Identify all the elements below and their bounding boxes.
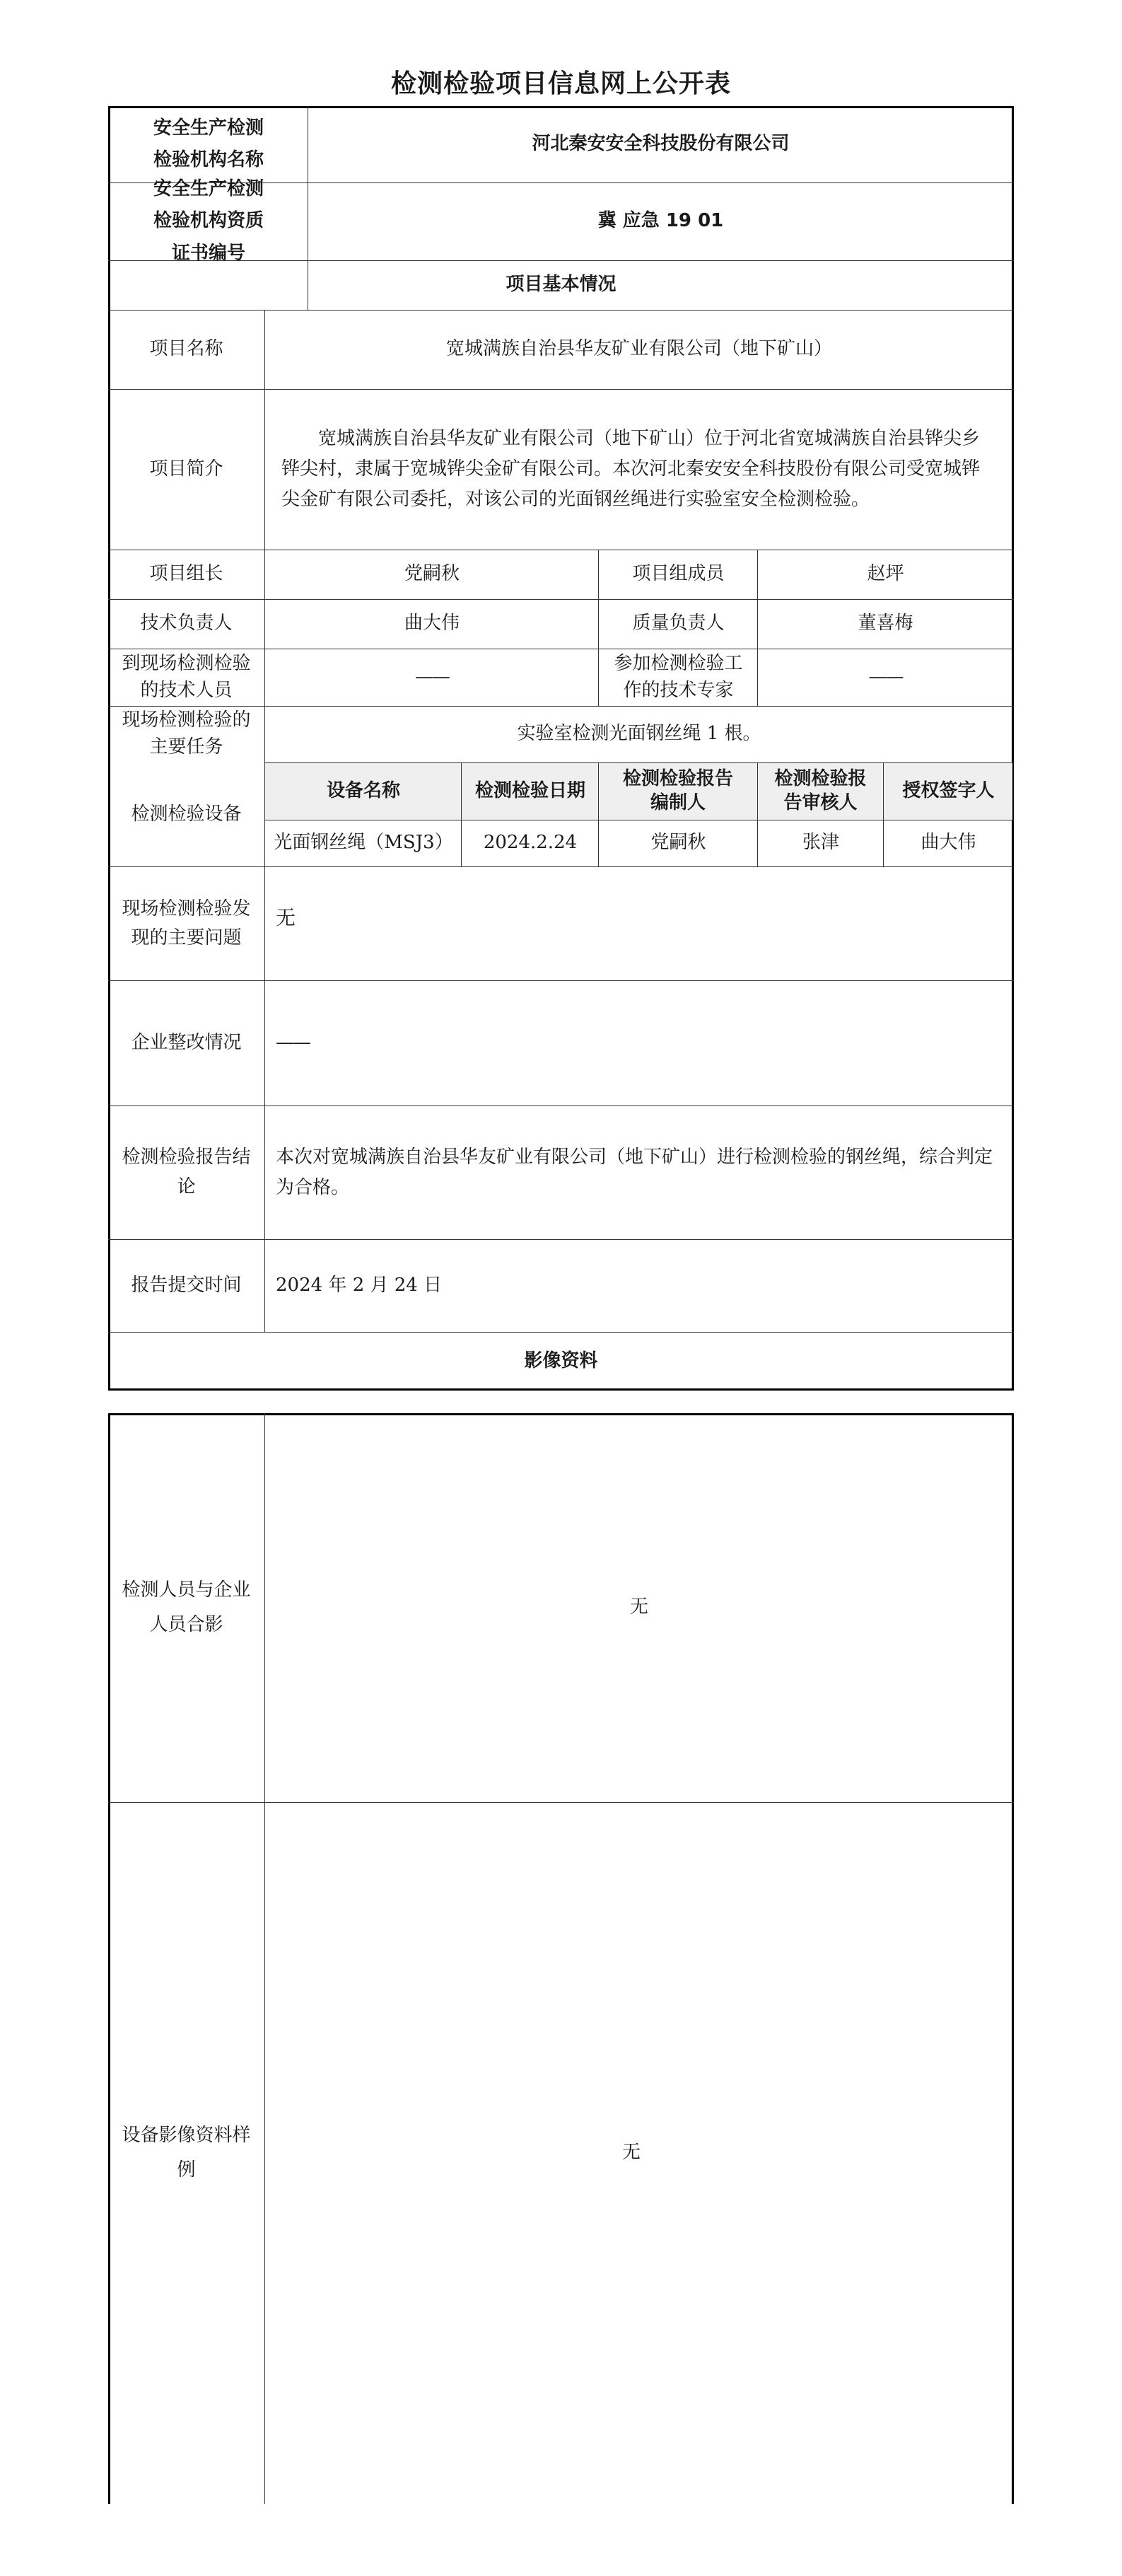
equipment-header-date: 检测检验日期	[474, 779, 585, 801]
member-value: 赵坪	[867, 563, 904, 585]
section-basic-heading: 项目基本情况	[506, 274, 616, 296]
cert-label: 安全生产检测检验机构资质证书编号	[153, 178, 264, 264]
device-photo-value: 无	[621, 2142, 641, 2164]
quality-lead-label: 质量负责人	[632, 613, 725, 634]
equipment-cell-reviewer: 张津	[802, 832, 839, 854]
task-label: 现场检测检验的主要任务	[122, 709, 251, 758]
equipment-header-author: 检测检验报告编制人	[622, 767, 733, 813]
submit-time-label: 报告提交时间	[131, 1274, 242, 1296]
quality-lead-value: 董喜梅	[858, 613, 913, 634]
group-photo-label: 检测人员与企业人员合影	[122, 1579, 251, 1635]
page-title: 检测检验项目信息网上公开表	[390, 69, 731, 98]
device-photo-label: 设备影像资料样例	[122, 2124, 251, 2181]
expert-value: ——	[868, 666, 903, 687]
equipment-cell-date: 2024.2.24	[483, 832, 578, 854]
issues-value: 无	[276, 906, 296, 929]
tech-lead-value: 曲大伟	[404, 613, 460, 634]
project-name-label: 项目名称	[149, 338, 223, 360]
group-photo-value: 无	[629, 1596, 648, 1618]
project-intro-text	[266, 389, 1012, 550]
task-value: 实验室检测光面钢丝绳 1 根。	[517, 723, 761, 745]
project-name-value: 宽城满族自治县华友矿业有限公司（地下矿山）	[445, 338, 832, 360]
submit-time-value: 2024 年 2 月 24 日	[276, 1274, 443, 1296]
org-name-value: 河北秦安安全科技股份有限公司	[532, 133, 790, 155]
rectify-value: ——	[276, 1031, 310, 1053]
project-intro-label: 项目简介	[149, 458, 223, 480]
equipment-header-signer: 授权签字人	[902, 779, 995, 801]
member-label: 项目组成员	[632, 563, 725, 585]
onsite-staff-label: 到现场检测检验的技术人员	[122, 652, 251, 701]
project-intro-paragraph: 宽城满族自治县华友矿业有限公司（地下矿山）位于河北省宽城满族自治县铧尖乡铧尖村，隶属于宽城铧尖金矿有限公司。本次河北秦安安全科技股份有限公司受宽城铧尖金矿有限公司委托，对该公司的光面钢丝绳进行实验室安全检测检验。	[281, 428, 981, 510]
tech-lead-label: 技术负责人	[140, 613, 233, 634]
equipment-label: 检测检验设备	[131, 803, 242, 825]
equipment-header-name: 设备名称	[326, 779, 400, 801]
equipment-cell-name: 光面钢丝绳（MSJ3）	[274, 832, 453, 854]
rectify-label: 企业整改情况	[131, 1031, 242, 1053]
conclusion-label: 检测检验报告结论	[122, 1146, 251, 1197]
leader-label: 项目组长	[149, 563, 223, 585]
issues-label: 现场检测检验发现的主要问题	[122, 898, 251, 948]
section-images-heading: 影像资料	[524, 1350, 598, 1371]
equipment-cell-signer: 曲大伟	[921, 832, 976, 854]
expert-label: 参加检测检验工作的技术专家	[614, 652, 743, 701]
conclusion-value: 本次对宽城满族自治县华友矿业有限公司（地下矿山）进行检测检验的钢丝绳，综合判定为合格。	[276, 1146, 993, 1198]
cert-value: 冀 应急 19 01	[597, 210, 724, 232]
equipment-cell-author: 党嗣秋	[650, 832, 706, 854]
org-name-label: 安全生产检测检验机构名称	[153, 117, 264, 170]
leader-value: 党嗣秋	[404, 563, 460, 585]
onsite-staff-value: ——	[415, 666, 449, 687]
equipment-header-reviewer: 检测检验报告审核人	[774, 767, 867, 813]
